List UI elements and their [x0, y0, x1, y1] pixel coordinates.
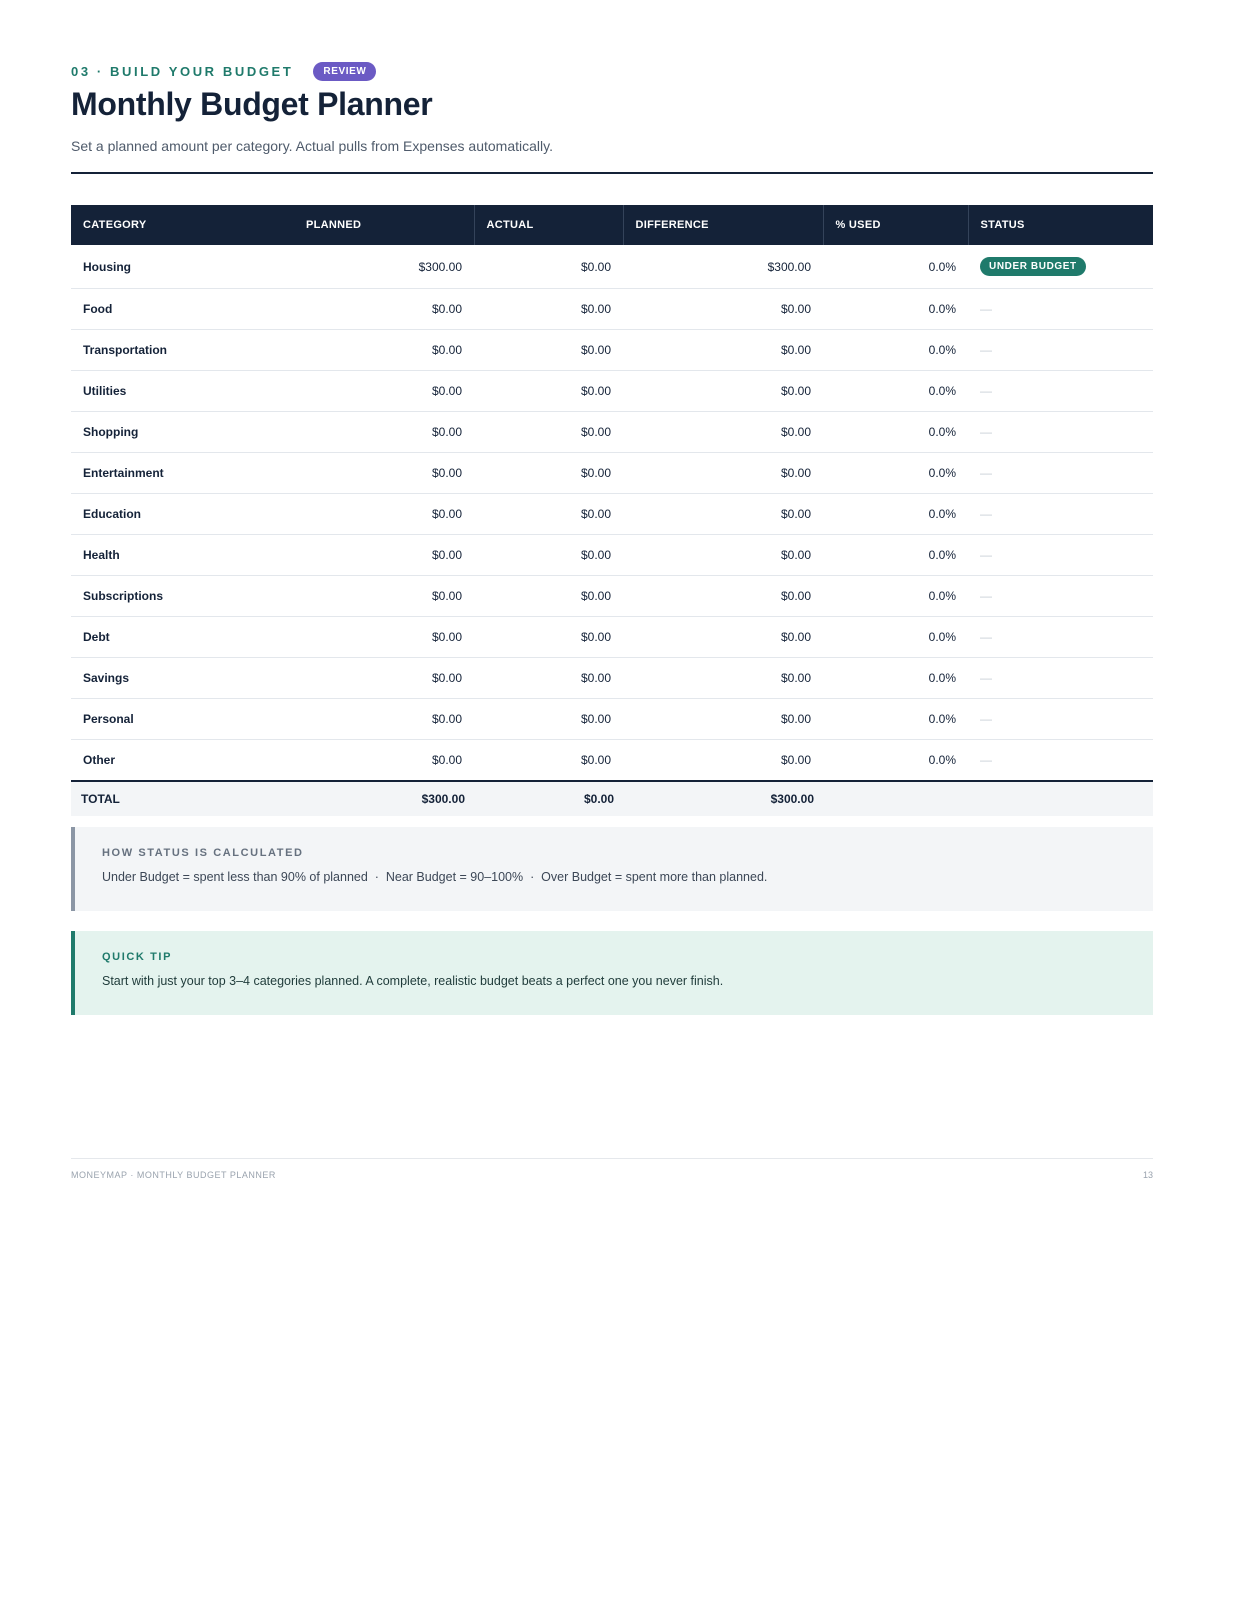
planned-cell: $0.00: [294, 289, 474, 330]
column-header-percent-used: % USED: [823, 205, 968, 245]
table-row: [71, 289, 1153, 330]
section-eyebrow: 03 · BUILD YOUR BUDGET: [71, 63, 294, 79]
status-placeholder: —: [980, 712, 992, 726]
planned-cell: $0.00: [294, 535, 474, 576]
status-cell: [968, 494, 1153, 535]
planned-cell: $0.00: [294, 330, 474, 371]
status-placeholder: —: [980, 466, 992, 480]
category-cell: Entertainment: [71, 453, 294, 494]
status-cell: [968, 535, 1153, 576]
header-divider: [71, 172, 1153, 174]
category-cell: Other: [71, 740, 294, 782]
table-row: [71, 371, 1153, 412]
budget-table: [71, 205, 1153, 816]
column-header-status: STATUS: [968, 205, 1153, 245]
status-placeholder: —: [980, 302, 992, 316]
percent-used-cell: 0.0%: [823, 245, 968, 289]
status-info-heading: HOW STATUS IS CALCULATED: [102, 847, 304, 859]
actual-cell: $0.00: [474, 617, 623, 658]
status-badge: UNDER BUDGET: [980, 257, 1086, 276]
category-cell: Utilities: [71, 371, 294, 412]
review-badge: REVIEW: [313, 62, 376, 81]
column-header-actual: ACTUAL: [474, 205, 623, 245]
actual-cell: $0.00: [474, 371, 623, 412]
status-placeholder: —: [980, 671, 992, 685]
column-header-category: CATEGORY: [71, 205, 294, 245]
category-cell: Savings: [71, 658, 294, 699]
page-number: 13: [1142, 1170, 1153, 1180]
total-actual: $0.00: [474, 781, 623, 816]
status-cell: [968, 289, 1153, 330]
percent-used-cell: 0.0%: [823, 330, 968, 371]
difference-cell: $0.00: [623, 658, 823, 699]
difference-cell: $0.00: [623, 371, 823, 412]
table-row: [71, 412, 1153, 453]
table-row: [71, 576, 1153, 617]
category-cell: Subscriptions: [71, 576, 294, 617]
page-subtitle: Set a planned amount per category. Actual pulls from Expenses automatically.: [71, 138, 553, 154]
total-empty-status: [968, 781, 1153, 816]
percent-used-cell: 0.0%: [823, 535, 968, 576]
status-cell: [968, 453, 1153, 494]
footer-label: MONEYMAP · MONTHLY BUDGET PLANNER: [71, 1170, 276, 1180]
table-row: [71, 658, 1153, 699]
total-empty-used: [823, 781, 968, 816]
difference-cell: $0.00: [623, 330, 823, 371]
column-header-planned: PLANNED: [294, 205, 474, 245]
actual-cell: $0.00: [474, 658, 623, 699]
status-cell: [968, 658, 1153, 699]
status-placeholder: —: [980, 425, 992, 439]
status-placeholder: —: [980, 507, 992, 521]
planned-cell: $0.00: [294, 576, 474, 617]
planned-cell: $0.00: [294, 494, 474, 535]
actual-cell: $0.00: [474, 535, 623, 576]
difference-cell: $0.00: [623, 494, 823, 535]
planned-cell: $0.00: [294, 617, 474, 658]
table-row: [71, 535, 1153, 576]
category-cell: Health: [71, 535, 294, 576]
status-placeholder: —: [980, 384, 992, 398]
category-cell: Housing: [71, 245, 294, 289]
percent-used-cell: 0.0%: [823, 412, 968, 453]
planned-cell: $0.00: [294, 740, 474, 782]
status-cell: [968, 617, 1153, 658]
category-cell: Shopping: [71, 412, 294, 453]
table-header-row: [71, 205, 1153, 245]
table-row: [71, 740, 1153, 782]
actual-cell: $0.00: [474, 412, 623, 453]
status-placeholder: —: [980, 343, 992, 357]
table-row: [71, 453, 1153, 494]
percent-used-cell: 0.0%: [823, 453, 968, 494]
category-cell: Debt: [71, 617, 294, 658]
table-row: [71, 699, 1153, 740]
planned-cell: $0.00: [294, 699, 474, 740]
page-title: Monthly Budget Planner: [71, 86, 433, 122]
table-row: [71, 617, 1153, 658]
footer-divider: [71, 1158, 1153, 1159]
difference-cell: $0.00: [623, 453, 823, 494]
status-cell: [968, 330, 1153, 371]
percent-used-cell: 0.0%: [823, 699, 968, 740]
difference-cell: $0.00: [623, 535, 823, 576]
column-header-difference: DIFFERENCE: [623, 205, 823, 245]
status-placeholder: —: [980, 753, 992, 767]
total-planned: $300.00: [294, 781, 474, 816]
difference-cell: $0.00: [623, 617, 823, 658]
status-placeholder: —: [980, 589, 992, 603]
percent-used-cell: 0.0%: [823, 371, 968, 412]
percent-used-cell: 0.0%: [823, 617, 968, 658]
percent-used-cell: 0.0%: [823, 289, 968, 330]
actual-cell: $0.00: [474, 453, 623, 494]
actual-cell: $0.00: [474, 289, 623, 330]
difference-cell: $0.00: [623, 699, 823, 740]
status-placeholder: —: [980, 630, 992, 644]
status-cell: [968, 412, 1153, 453]
planned-cell: $0.00: [294, 371, 474, 412]
planned-cell: $0.00: [294, 412, 474, 453]
table-row: [71, 494, 1153, 535]
table-row: [71, 245, 1153, 289]
total-difference: $300.00: [623, 781, 823, 816]
percent-used-cell: 0.0%: [823, 658, 968, 699]
status-cell: [968, 245, 1153, 289]
percent-used-cell: 0.0%: [823, 576, 968, 617]
percent-used-cell: 0.0%: [823, 740, 968, 782]
actual-cell: $0.00: [474, 576, 623, 617]
planned-cell: $0.00: [294, 453, 474, 494]
actual-cell: $0.00: [474, 245, 623, 289]
difference-cell: $0.00: [623, 740, 823, 782]
actual-cell: $0.00: [474, 494, 623, 535]
percent-used-cell: 0.0%: [823, 494, 968, 535]
difference-cell: $0.00: [623, 412, 823, 453]
planned-cell: $0.00: [294, 658, 474, 699]
status-placeholder: —: [980, 548, 992, 562]
difference-cell: $300.00: [623, 245, 823, 289]
table-row: [71, 330, 1153, 371]
total-row: [71, 781, 1153, 816]
actual-cell: $0.00: [474, 330, 623, 371]
category-cell: Personal: [71, 699, 294, 740]
quick-tip-heading: QUICK TIP: [102, 951, 173, 963]
table-body: [71, 245, 1153, 781]
status-cell: [968, 699, 1153, 740]
status-cell: [968, 576, 1153, 617]
actual-cell: $0.00: [474, 699, 623, 740]
total-label: TOTAL: [71, 781, 294, 816]
status-info-body: Under Budget = spent less than 90% of planned · Near Budget = 90–100% · Over Budget = spent more than planned.: [102, 870, 768, 884]
category-cell: Food: [71, 289, 294, 330]
quick-tip-body: Start with just your top 3–4 categories planned. A complete, realistic budget beats a perfect one you never finish.: [102, 974, 724, 988]
planned-cell: $300.00: [294, 245, 474, 289]
status-info-callout: [71, 827, 1153, 911]
difference-cell: $0.00: [623, 576, 823, 617]
status-cell: [968, 371, 1153, 412]
status-cell: [968, 740, 1153, 782]
difference-cell: $0.00: [623, 289, 823, 330]
category-cell: Education: [71, 494, 294, 535]
actual-cell: $0.00: [474, 740, 623, 782]
quick-tip-callout: [71, 931, 1153, 1015]
category-cell: Transportation: [71, 330, 294, 371]
section-eyebrow-row: [71, 60, 376, 82]
